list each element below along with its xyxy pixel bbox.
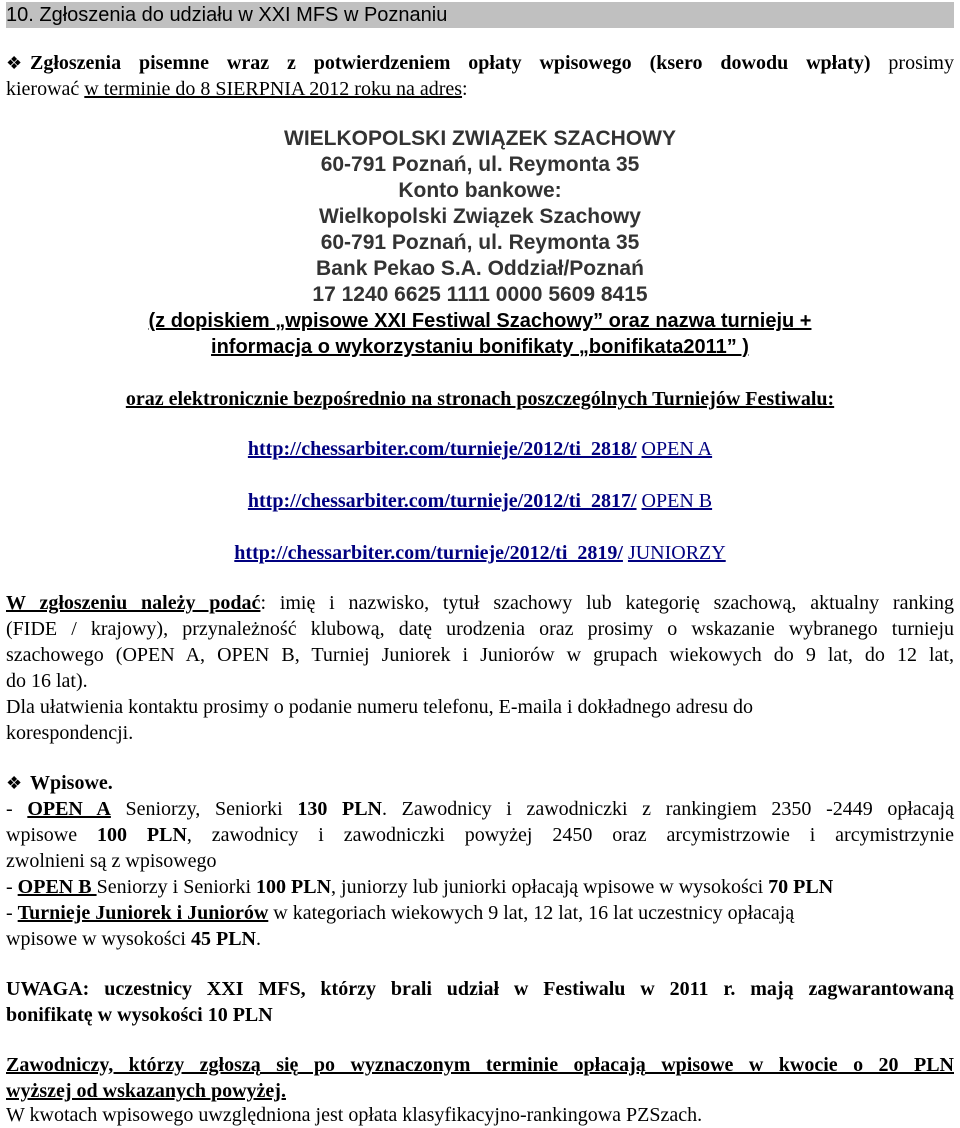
intro-tail: prosimy: [870, 52, 954, 74]
fee-junior-2: [6, 926, 261, 952]
open-b-junior-amount: 70 PLN: [768, 876, 834, 898]
open-a-tail: . Zawodnicy i zawodniczki z rankingiem 2350 -2449 opłacają: [382, 798, 954, 820]
tournament-name[interactable]: OPEN A: [641, 438, 713, 460]
section-heading: 10. Zgłoszenia do udziału w XXI MFS w Poznaniu: [6, 2, 954, 28]
open-b-label: OPEN B: [17, 876, 97, 898]
intro-bold: Zgłoszenia pisemne wraz z potwierdzeniem opłaty wpisowego (ksero dowodu wpłaty): [30, 52, 871, 74]
address-line: Konto bankowe:: [398, 179, 562, 202]
tournament-link-row[interactable]: [0, 488, 960, 514]
tournament-link[interactable]: http://chessarbiter.com/turnieje/2012/ti_2817/: [247, 490, 637, 512]
fee-open-b: [6, 874, 833, 900]
details-lead: W zgłoszeniu należy podać: [6, 592, 261, 614]
dash: -: [6, 902, 18, 924]
tournament-link-row[interactable]: [0, 436, 960, 462]
diamond-bullet-icon: ❖: [6, 53, 23, 73]
late-fee-note: wyższej od wskazanych powyżej.: [6, 1080, 286, 1102]
open-b-text: Seniorzy i Seniorki: [96, 876, 257, 898]
address-line: 60-791 Poznań, ul. Reymonta 35: [320, 153, 640, 176]
open-a2-amount: 100 PLN: [97, 824, 187, 846]
intro-line-1: [6, 50, 954, 76]
deadline: w terminie do 8 SIERPNIA 2012 roku na adres: [84, 78, 463, 100]
electronic-registration-note: oraz elektronicznie bezpośrednio na stronach poszczególnych Turniejów Festiwalu:: [125, 388, 835, 410]
fee-open-a-3: zwolnieni są z wpisowego: [6, 850, 217, 872]
details-line: korespondencji.: [6, 722, 134, 744]
details-line: Dla ułatwienia kontaktu prosimy o podanie numeru telefonu, E-maila i dokładnego adresu do: [6, 696, 754, 718]
details-line-1-tail: : imię i nazwisko, tytuł szachowy lub kategorię szachową, aktualny ranking: [260, 592, 955, 614]
address-line: WIELKOPOLSKI ZWIĄZEK SZACHOWY: [284, 127, 676, 150]
tournament-name[interactable]: JUNIORZY: [627, 542, 726, 564]
fees-heading: Wpisowe.: [30, 772, 113, 794]
tournament-name[interactable]: OPEN B: [641, 490, 713, 512]
late-fee-note: Zawodniczy, którzy zgłoszą się po wyznaczonym terminie opłacają wpisowe w kwocie o 20 PLN: [6, 1054, 954, 1076]
intro-line-2-tail: :: [462, 78, 468, 100]
bank-account-number: 17 1240 6625 1111 0000 5609 8415: [312, 283, 648, 306]
address-line: Bank Pekao S.A. Oddział/Poznań: [316, 257, 644, 280]
fee-open-a-2: [6, 822, 954, 848]
tournament-link[interactable]: http://chessarbiter.com/turnieje/2012/ti_2819/: [234, 542, 623, 564]
open-a2-pre: wpisowe: [6, 824, 97, 846]
open-a2-tail: , zawodnicy i zawodniczki powyżej 2450 oraz arcymistrzowie i arcymistrzynie: [186, 824, 954, 846]
junior2-tail: .: [256, 928, 261, 950]
dash: -: [6, 798, 28, 820]
open-a-label: OPEN A: [27, 798, 111, 820]
bonus-note: bonifikatę w wysokości 10 PLN: [6, 1004, 273, 1026]
dash: -: [6, 876, 18, 898]
open-a-amount: 130 PLN: [297, 798, 383, 820]
junior2-amount: 45 PLN: [191, 928, 256, 950]
address-line: Wielkopolski Związek Szachowy: [319, 205, 641, 228]
intro-line-2: [6, 76, 468, 102]
intro-line-2-pre: kierować: [6, 78, 85, 100]
fee-open-a: [6, 796, 954, 822]
transfer-reference-note: informacja o wykorzystaniu bonifikaty „bonifikata2011” ): [211, 336, 749, 358]
details-line: szachowego (OPEN A, OPEN B, Turniej Juniorek i Juniorów w grupach wiekowych do 9 lat, do 12 lat,: [6, 644, 954, 666]
fee-junior: [6, 900, 794, 926]
tournament-link[interactable]: http://chessarbiter.com/turnieje/2012/ti_2818/: [247, 438, 637, 460]
junior2-pre: wpisowe w wysokości: [6, 928, 191, 950]
tournament-link-row[interactable]: [0, 540, 960, 566]
open-b-tail: , juniorzy lub juniorki opłacają wpisowe w wysokości: [331, 876, 769, 898]
details-line: do 16 lat).: [6, 670, 88, 692]
fees-heading-row: [6, 770, 113, 796]
open-b-amount: 100 PLN: [256, 876, 332, 898]
details-line: (FIDE / krajowy), przynależność klubową, datę urodzenia oraz prosimy o wskazanie wybranego turnieju: [6, 618, 954, 640]
transfer-reference-note: (z dopiskiem „wpisowe XXI Festiwal Szachowy” oraz nazwa turnieju +: [148, 310, 812, 332]
details-line: [6, 590, 954, 616]
bonus-note: UWAGA: uczestnicy XXI MFS, którzy brali udział w Festiwalu w 2011 r. mają zagwarantowaną: [6, 978, 954, 1000]
junior-label: Turnieje Juniorek i Juniorów: [17, 902, 269, 924]
address-line: 60-791 Poznań, ul. Reymonta 35: [320, 231, 640, 254]
open-a-text: Seniorzy, Seniorki: [110, 798, 298, 820]
junior-tail: w kategoriach wiekowych 9 lat, 12 lat, 16 lat uczestnicy opłacają: [268, 902, 795, 924]
diamond-bullet-icon: ❖: [6, 773, 23, 793]
fee-inclusion-note: W kwotach wpisowego uwzględniona jest opłata klasyfikacyjno-rankingowa PZSzach.: [6, 1104, 703, 1126]
